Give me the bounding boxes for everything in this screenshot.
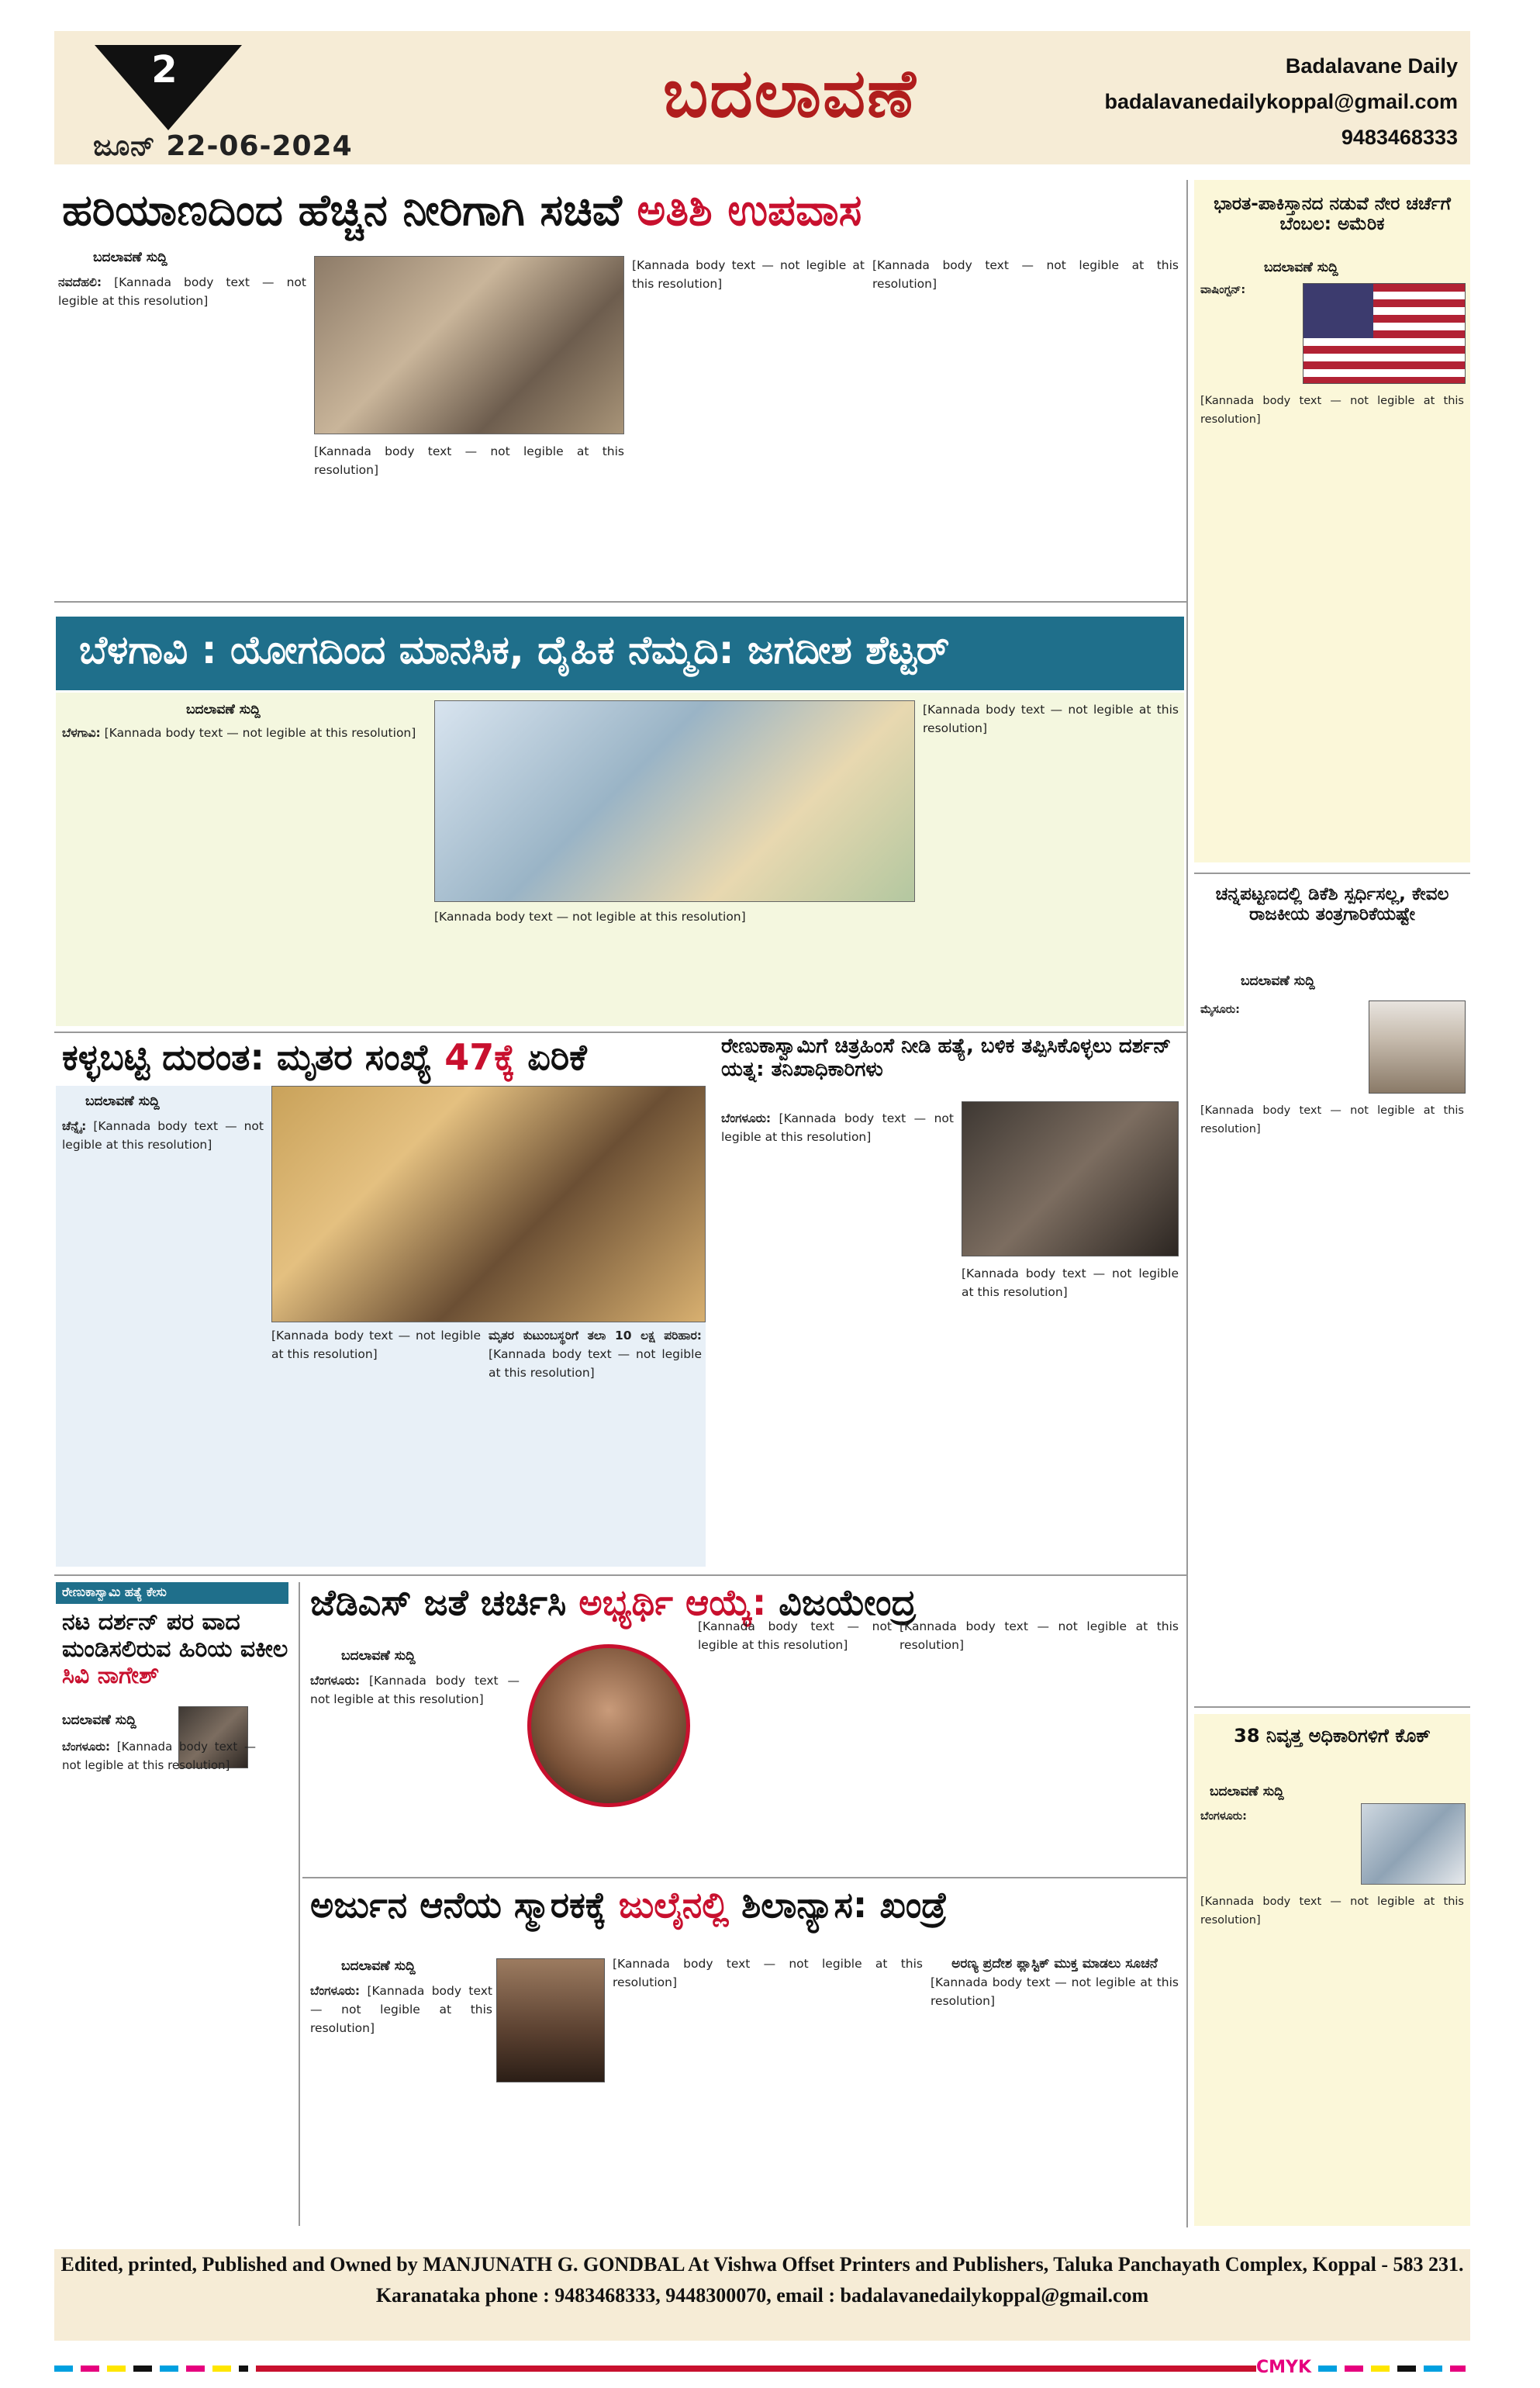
side-channapatna-byline: ಬದಲಾವಣೆ ಸುದ್ದಿ [1241, 973, 1315, 989]
side-usa-byline: ಬದಲಾವಣೆ ಸುದ್ದಿ [1264, 260, 1338, 275]
color-registration-marks [1318, 2366, 1466, 2372]
hooch-headline: ಕಳ್ಳಬಟ್ಟಿ ದುರಂತ: ಮೃತರ ಸಂಖ್ಯೆ 47ಕ್ಕೆ ಏರಿಕೆ [62, 1036, 587, 1078]
darshan-photo [962, 1101, 1179, 1256]
lead-body-col4: [Kannada body text — not legible at this resolution] [872, 258, 1179, 291]
usa-flag-image [1303, 283, 1466, 384]
print-mark: CMYK [1256, 2358, 1312, 2377]
imprint-line-1: Edited, printed, Published and Owned by MANJUNATH G. GONDBAL At Vishwa Offset Printers and Publishers, Taluka Panchayath Complex, Koppal - 583 231. [60, 2253, 1464, 2276]
color-registration-marks [54, 2366, 248, 2372]
paper-phone: 9483468333 [1341, 126, 1458, 149]
arjuna-headline: ಅರ್ಜುನ ಆನೆಯ ಸ್ಮಾರಕಕ್ಕೆ ಜುಲೈನಲ್ಲಿ ಶಿಲಾನ್ಯಾಸ: ಖಂಡ್ರೆ [310, 1884, 948, 1926]
masthead-contact [1055, 48, 1458, 155]
lead-headline: ಹರಿಯಾಣದಿಂದ ಹೆಚ್ಚಿನ ನೀರಿಗಾಗಿ ಸಚಿವೆ ಅತಿಶಿ ಉಪವಾಸ [62, 185, 862, 236]
paper-name: Badalavane Daily [1285, 54, 1458, 78]
section-divider [54, 1032, 1186, 1033]
arjuna-subhead: ಅರಣ್ಯ ಪ್ರದೇಶ ಪ್ಲಾಸ್ಟಿಕ್ ಮುಕ್ತ ಮಾಡಲು ಸೂಚನೆ [951, 1956, 1158, 1972]
jds-body-col1: ಬೆಂಗಳೂರು: [Kannada body text — not legible at this resolution] [310, 1674, 520, 1706]
side-divider [1194, 873, 1470, 874]
section-divider [54, 601, 1186, 603]
imprint-footer [54, 2249, 1470, 2341]
jds-byline: ಬದಲಾವಣೆ ಸುದ್ದಿ [341, 1648, 416, 1664]
yoga-body-col3: [Kannada body text — not legible at this resolution] [923, 703, 1179, 735]
column-divider [299, 1582, 300, 2226]
arjuna-body-col2: [Kannada body text — not legible at this resolution] [613, 1957, 923, 1989]
yoga-headline: ಬೆಳಗಾವಿ : ಯೋಗದಿಂದ ಮಾನಸಿಕ, ದೈಹಿಕ ನೆಮ್ಮದಿ: ಜಗದೀಶ ಶೆಟ್ಟರ್ [56, 617, 1184, 690]
lead-body-col2: [Kannada body text — not legible at this resolution] [314, 444, 624, 477]
newspaper-logo: ಬದಲಾವಣೆ [663, 54, 917, 133]
lead-body-col3: [Kannada body text — not legible at this resolution] [632, 258, 865, 291]
hooch-body-col2: [Kannada body text — not legible at this resolution] [271, 1329, 481, 1361]
arjuna-byline: ಬದಲಾವಣೆ ಸುದ್ದಿ [341, 1958, 416, 1974]
side-usa-headline: ಭಾರತ-ಪಾಕಿಸ್ತಾನದ ನಡುವೆ ನೇರ ಚರ್ಚೆಗೆ ಬೆಂಬಲ: ಅಮೆರಿಕ [1214, 194, 1451, 235]
side-channapatna-headline: ಚನ್ನಪಟ್ಟಣದಲ್ಲಿ ಡಿಕೆಶಿ ಸ್ಪರ್ಧಿಸಲ್ಲ, ಕೇವಲ ರಾಜಕೀಯ ತಂತ್ರಗಾರಿಕೆಯಷ್ಟೇ [1215, 884, 1449, 925]
side-divider [1194, 1706, 1470, 1708]
yoga-body-col1: ಬೆಳಗಾವಿ: [Kannada body text — not legible at this resolution] [62, 726, 416, 740]
side-retired-body: [Kannada body text — not legible at this resolution] [1200, 1896, 1464, 1927]
khandre-photo [496, 1958, 605, 2082]
arjuna-body-col3: ಅರಣ್ಯ ಪ್ರದೇಶ ಪ್ಲಾಸ್ಟಿಕ್ ಮುಕ್ತ ಮಾಡಲು ಸೂಚನೆ [Kannada body text — not legible at this resolution] [931, 1956, 1179, 2008]
lawyer-tag: ರೇಣುಕಾಸ್ವಾಮಿ ಹತ್ಯೆ ಕೇಸು [62, 1585, 167, 1599]
darshan-body-col1: ಬೆಂಗಳೂರು: [Kannada body text — not legible at this resolution] [721, 1111, 954, 1144]
registration-bar [256, 2366, 1256, 2372]
page-number: 2 [151, 48, 178, 92]
side-usa-body-top: ವಾಷಿಂಗ್ಟನ್: [1200, 284, 1246, 296]
lawyer-headline: ನಟ ದರ್ಶನ್ ಪರ ವಾದ ಮಂಡಿಸಲಿರುವ ಹಿರಿಯ ವಕೀಲ ಸಿವಿ ನಾಗೇಶ್ [62, 1609, 288, 1689]
hooch-body-col3: ಮೃತರ ಕುಟುಂಬಸ್ಥರಿಗೆ ತಲಾ 10 ಲಕ್ಷ ಪರಿಹಾರ: [Kannada body text — not legible at this resolution] [489, 1329, 702, 1380]
imprint-line-2: Karanataka phone : 9483468333, 9448300070, email : badalavanedailykoppal@gmail.com [375, 2284, 1149, 2307]
hooch-byline: ಬದಲಾವಣೆ ಸುದ್ದಿ [85, 1094, 160, 1109]
lawyer-byline: ಬದಲಾವಣೆ ಸುದ್ದಿ [62, 1712, 136, 1728]
lead-byline: ಬದಲಾವಣೆ ಸುದ್ದಿ [93, 250, 167, 265]
jds-body-col3: [Kannada body text — not legible at this resolution] [899, 1619, 1179, 1652]
yoga-byline: ಬದಲಾವಣೆ ಸುದ್ದಿ [186, 702, 261, 717]
lead-body-col1: ನವದೆಹಲಿ: [Kannada body text — not legible at this resolution] [58, 275, 306, 308]
side-channapatna-body-top: ಮೈಸೂರು: [1200, 1004, 1240, 1016]
yoga-photo [434, 700, 915, 902]
channapatna-photo [1369, 1000, 1466, 1094]
side-usa-body: [Kannada body text — not legible at this resolution] [1200, 395, 1464, 426]
jds-headline: ಜೆಡಿಎಸ್ ಜತೆ ಚರ್ಚಿಸಿ ಅಭ್ಯರ್ಥಿ ಆಯ್ಕೆ: ವಿಜಯೇಂದ್ರ [310, 1581, 917, 1623]
issue-date: ಜೂನ್ 22-06-2024 [93, 130, 353, 162]
arjuna-body-col1: ಬೆಂಗಳೂರು: [Kannada body text — not legible at this resolution] [310, 1984, 492, 2035]
yoga-body-col2: [Kannada body text — not legible at this resolution] [434, 910, 746, 924]
retired-photo [1361, 1803, 1466, 1885]
hooch-body-col1: ಚೆನ್ನೈ: [Kannada body text — not legible at this resolution] [62, 1119, 264, 1152]
section-divider [54, 1574, 1186, 1576]
jds-body-col2: [Kannada body text — not legible at this resolution] [698, 1619, 892, 1652]
section-divider [302, 1877, 1186, 1878]
side-retired-headline: 38 ನಿವೃತ್ತ ಅಧಿಕಾರಿಗಳಿಗೆ ಕೊಕ್ [1234, 1725, 1431, 1747]
side-channapatna-body: [Kannada body text — not legible at this resolution] [1200, 1104, 1464, 1135]
lead-photo [314, 256, 624, 434]
vijayendra-photo [527, 1644, 690, 1807]
side-retired-body-top: ಬೆಂಗಳೂರು: [1200, 1810, 1247, 1823]
lawyer-body: ಬೆಂಗಳೂರು: [Kannada body text — not legible at this resolution] [62, 1740, 256, 1772]
column-divider [1186, 180, 1188, 2227]
darshan-body-col2: [Kannada body text — not legible at this resolution] [962, 1267, 1179, 1299]
hooch-photo [271, 1086, 706, 1322]
darshan-headline: ರೇಣುಕಾಸ್ವಾಮಿಗೆ ಚಿತ್ರಹಿಂಸೆ ನೀಡಿ ಹತ್ಯೆ, ಬಳಿಕ ತಪ್ಪಿಸಿಕೊಳ್ಳಲು ದರ್ಶನ್ ಯತ್ನ: ತನಿಖಾಧಿಕಾರಿಗಳು [721, 1035, 1172, 1081]
paper-email: badalavanedailykoppal@gmail.com [1104, 90, 1458, 113]
side-retired-byline: ಬದಲಾವಣೆ ಸುದ್ದಿ [1210, 1784, 1284, 1799]
